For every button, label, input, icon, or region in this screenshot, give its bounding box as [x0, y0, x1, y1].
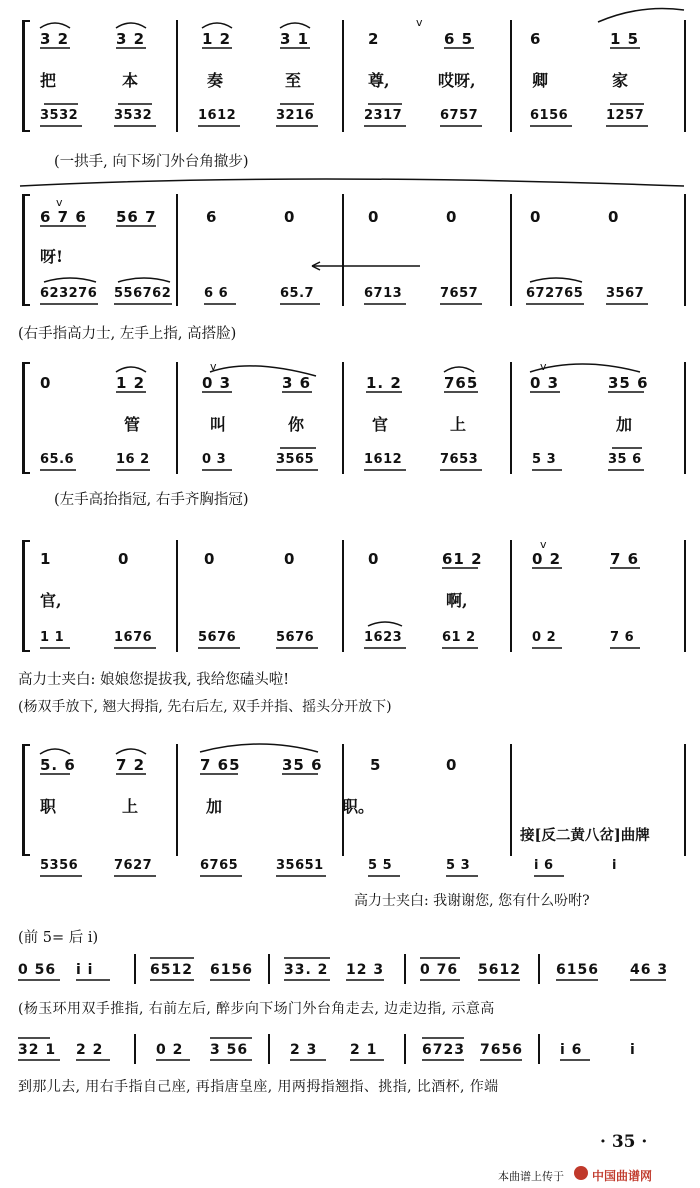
instrument-note: 5676 [198, 630, 237, 645]
vocal-note: 765 [444, 374, 479, 392]
vocal-note: 0 [368, 208, 380, 226]
barline [684, 744, 686, 856]
vocal-note: 35 6 [608, 374, 649, 392]
barline [684, 362, 686, 474]
site-logo-icon [574, 1166, 588, 1180]
interlude-note: 6156 [556, 962, 599, 978]
svg-text:v: v [416, 16, 423, 29]
vocal-note: 0 [368, 550, 380, 568]
instrument-note: 6713 [364, 286, 403, 301]
vocal-note: 1. 2 [366, 374, 402, 392]
instrument-note: 0 3 [202, 452, 227, 467]
interlude-note: 6512 [150, 962, 193, 978]
stage-direction: (杨双手放下, 翘大拇指, 先右后左, 双手并指、摇头分开放下) [18, 699, 392, 715]
lyric: 啊, [446, 591, 468, 610]
vocal-note: 3 6 [282, 374, 312, 392]
barline [268, 954, 270, 984]
interlude-note: 6723 [422, 1042, 465, 1058]
interlude-note: 46 3 [630, 962, 669, 978]
barline [510, 540, 512, 652]
vocal-note: 3 1 [280, 30, 310, 48]
interlude-note: 3 56 [210, 1042, 249, 1058]
vocal-note: 35 6 [282, 756, 323, 774]
vocal-note: 6 7 6 [40, 208, 87, 226]
stage-direction: (一拱手, 向下场门外台角撤步) [54, 154, 249, 170]
barline [684, 194, 686, 306]
site-logo: 中国曲谱网 [592, 1169, 653, 1183]
barline [404, 954, 406, 984]
stage-direction: (杨玉环用双手推指, 右前左后, 醉步向下场门外台角走去, 边走边指, 示意高 [18, 1001, 495, 1017]
vocal-note: 6 [206, 208, 218, 226]
interlude-note: 6156 [210, 962, 253, 978]
instrument-note: 0 2 [532, 630, 557, 645]
instrument-note: 1612 [198, 108, 237, 123]
interlude-note: 12 3 [346, 962, 385, 978]
instrument-note: 6765 [200, 858, 239, 873]
svg-text:v: v [540, 538, 547, 551]
vocal-note: 0 [118, 550, 130, 568]
interlude-note: 2 3 [290, 1042, 318, 1058]
instrument-note: 6757 [440, 108, 479, 123]
barline [342, 540, 344, 652]
lyric: 尊, [368, 71, 390, 90]
lyric: 上 [450, 415, 467, 434]
vocal-note: 0 [40, 374, 52, 392]
barline [684, 20, 686, 132]
vocal-note: 3 2 [40, 30, 70, 48]
cue-label: 接[反二黄八岔]曲牌 [520, 827, 650, 844]
lyric: 本 [122, 71, 139, 90]
interlude-note: i [630, 1042, 636, 1058]
barline [538, 1034, 540, 1064]
vocal-note: 6 [530, 30, 542, 48]
instrument-note: 1623 [364, 630, 403, 645]
instrument-note: 556762 [114, 286, 172, 301]
instrument-note: 5 3 [532, 452, 557, 467]
barline [510, 194, 512, 306]
instrument-note: 65.6 [40, 452, 75, 467]
vocal-note: 5. 6 [40, 756, 76, 774]
instrument-note: 623276 [40, 286, 98, 301]
vocal-note: 7 6 [610, 550, 640, 568]
vocal-note: 7 2 [116, 756, 146, 774]
instrument-note: 1676 [114, 630, 153, 645]
lyric: 官 [372, 415, 389, 434]
stage-direction: 到那儿去, 用右手指自己座, 再指唐皇座, 用两拇指翘指、挑指, 比酒杯, 作端 [18, 1079, 499, 1095]
barline [404, 1034, 406, 1064]
instrument-note: 5 3 [446, 858, 471, 873]
barline [134, 954, 136, 984]
lyric: 呀! [40, 247, 64, 266]
lyric: 家 [612, 71, 629, 90]
interlude-note: 0 56 [18, 962, 57, 978]
lyric: 卿 [532, 71, 549, 90]
vocal-note: 0 3 [202, 374, 232, 392]
instrument-note: 1612 [364, 452, 403, 467]
instrument-note: 7653 [440, 452, 479, 467]
instrument-note: 7657 [440, 286, 479, 301]
lyric: 职。 [342, 797, 375, 816]
system-brace [22, 20, 25, 132]
interlude-note: 32 1 [18, 1042, 57, 1058]
vocal-note: 0 [284, 550, 296, 568]
vocal-note: 0 [204, 550, 216, 568]
barline [510, 744, 512, 856]
svg-text:v: v [210, 360, 217, 373]
instrument-note: 6 6 [204, 286, 229, 301]
vocal-note: 0 [446, 208, 458, 226]
instrument-note: 35651 [276, 858, 324, 873]
instrument-note: 6156 [530, 108, 569, 123]
vocal-note: 0 [530, 208, 542, 226]
lyric: 把 [40, 71, 57, 90]
vocal-note: 3 2 [116, 30, 146, 48]
vocal-note: 1 [40, 550, 52, 568]
interlude-note: 7656 [480, 1042, 523, 1058]
vocal-note: 6 5 [444, 30, 474, 48]
instrument-note: 3532 [114, 108, 153, 123]
vocal-note: 61 2 [442, 550, 483, 568]
system-brace [22, 362, 25, 474]
footer-upload-note: 本曲谱上传于 [498, 1170, 564, 1183]
barline [510, 362, 512, 474]
lyric: 职 [40, 797, 57, 816]
vocal-note: 1 2 [202, 30, 232, 48]
spoken-line: 高力士夹白: 娘娘您提拔我, 我给您磕头啦! [18, 672, 290, 688]
instrument-note: i [612, 858, 617, 873]
barline [134, 1034, 136, 1064]
instrument-note: 3567 [606, 286, 645, 301]
vocal-note: 0 3 [530, 374, 560, 392]
barline [176, 20, 178, 132]
interlude-note: i i [76, 962, 94, 978]
instrument-note: 3216 [276, 108, 315, 123]
lyric: 叫 [210, 415, 227, 434]
vocal-note: 1 2 [116, 374, 146, 392]
stage-direction: (右手指高力士, 左手上指, 高搭脸) [18, 326, 237, 342]
barline [268, 1034, 270, 1064]
lyric: 加 [206, 797, 223, 816]
interlude-note: i 6 [560, 1042, 583, 1058]
barline [538, 954, 540, 984]
system-brace [22, 194, 25, 306]
vocal-note: 5 [370, 756, 382, 774]
instrument-note: 5 5 [368, 858, 393, 873]
page-number: · 35 · [600, 1132, 648, 1152]
instrument-note: 7627 [114, 858, 153, 873]
lyric: 加 [616, 415, 633, 434]
lyric: 至 [285, 71, 302, 90]
instrument-note: 65.7 [280, 286, 315, 301]
barline [176, 362, 178, 474]
instrument-note: 1257 [606, 108, 645, 123]
spoken-line: 高力士夹白: 我谢谢您, 您有什么吩咐? [354, 893, 590, 909]
vocal-note: 0 [446, 756, 458, 774]
interlude-note: 5612 [478, 962, 521, 978]
barline [342, 20, 344, 132]
barline [342, 362, 344, 474]
system-brace [22, 744, 25, 856]
vocal-note: 0 2 [532, 550, 562, 568]
lyric: 官, [40, 591, 62, 610]
interlude-note: 2 2 [76, 1042, 104, 1058]
vocal-note: 2 [368, 30, 380, 48]
barline [342, 194, 344, 306]
vocal-note: 7 65 [200, 756, 241, 774]
instrument-note: 61 2 [442, 630, 476, 645]
instrument-note: 3565 [276, 452, 315, 467]
interlude-note: 33. 2 [284, 962, 329, 978]
barline [176, 744, 178, 856]
instrument-note: 1 1 [40, 630, 65, 645]
svg-text:v: v [56, 196, 63, 209]
system-brace [22, 540, 25, 652]
interlude-note: 0 76 [420, 962, 459, 978]
instrument-note: 2317 [364, 108, 403, 123]
lyric: 你 [288, 415, 305, 434]
instrument-note: 5676 [276, 630, 315, 645]
instrument-note: 7 6 [610, 630, 635, 645]
lyric: 哎呀, [438, 71, 476, 90]
stage-direction: (左手高抬指冠, 右手齐胸指冠) [54, 492, 249, 508]
interlude-note: 2 1 [350, 1042, 378, 1058]
instrument-note: i 6 [534, 858, 554, 873]
interlude-note: 0 2 [156, 1042, 184, 1058]
lyric: 奏 [207, 71, 224, 90]
svg-text:v: v [540, 360, 547, 373]
lyric: 上 [122, 797, 139, 816]
barline [684, 540, 686, 652]
vocal-note: 0 [608, 208, 620, 226]
instrument-note: 672765 [526, 286, 584, 301]
instrument-note: 5356 [40, 858, 79, 873]
vocal-note: 0 [284, 208, 296, 226]
instrument-note: 35 6 [608, 452, 642, 467]
tempo-marking: (前 5= 后 i) [18, 930, 99, 946]
lyric: 管 [124, 415, 141, 434]
instrument-note: 16 2 [116, 452, 150, 467]
barline [176, 194, 178, 306]
vocal-note: 56 7 [116, 208, 157, 226]
instrument-note: 3532 [40, 108, 79, 123]
barline [510, 20, 512, 132]
vocal-note: 1 5 [610, 30, 640, 48]
barline [176, 540, 178, 652]
